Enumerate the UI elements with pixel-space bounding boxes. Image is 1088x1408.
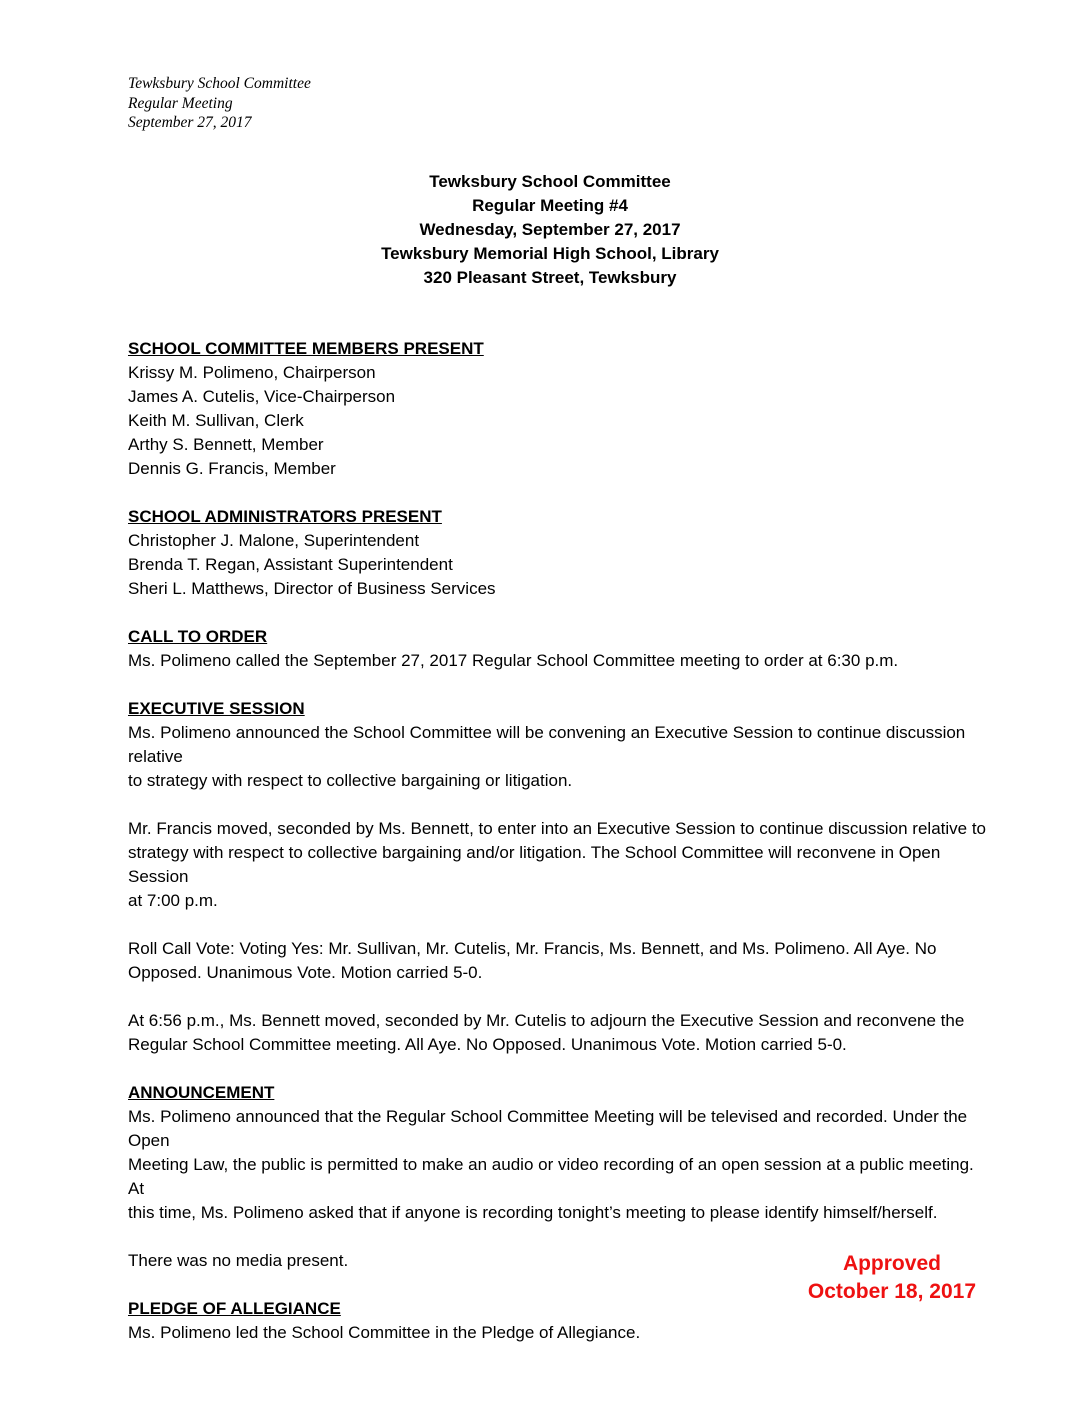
- call-to-order-section: [128, 625, 988, 673]
- title-meeting-number: Regular Meeting #4: [472, 196, 628, 215]
- announcement-heading: ANNOUNCEMENT: [128, 1083, 275, 1102]
- running-header-committee: Tewksbury School Committee: [128, 75, 311, 92]
- executive-session-motion-line: strategy with respect to collective bargaining and/or litigation. The School Committee will reconvene in Open Session: [128, 843, 941, 886]
- roll-call-vote-line: Opposed. Unanimous Vote. Motion carried 5-0.: [128, 963, 483, 982]
- executive-session-paragraph-line: Ms. Polimeno announced the School Committee will be convening an Executive Session to continue discussion relative: [128, 723, 966, 766]
- administrators-present-section: [128, 505, 988, 601]
- minutes-body: [128, 337, 988, 1345]
- administrator-item: Sheri L. Matthews, Director of Business Services: [128, 579, 496, 598]
- executive-session-motion-line: Mr. Francis moved, seconded by Ms. Bennett, to enter into an Executive Session to continue discussion relative to: [128, 819, 987, 838]
- call-to-order-text: Ms. Polimeno called the September 27, 2017 Regular School Committee meeting to order at 6:30 p.m.: [128, 651, 899, 670]
- announcement-section: [128, 1081, 988, 1273]
- approval-stamp: [808, 1250, 976, 1306]
- administrator-item: Christopher J. Malone, Superintendent: [128, 531, 420, 550]
- adjourn-motion-line: Regular School Committee meeting. All Aye. No Opposed. Unanimous Vote. Motion carried 5-0.: [128, 1035, 847, 1054]
- member-item: James A. Cutelis, Vice-Chairperson: [128, 387, 396, 406]
- title-address: 320 Pleasant Street, Tewksbury: [423, 268, 677, 287]
- approval-stamp-label: Approved: [842, 1252, 941, 1275]
- title-committee: Tewksbury School Committee: [429, 172, 671, 191]
- pledge-text: Ms. Polimeno led the School Committee in the Pledge of Allegiance.: [128, 1323, 641, 1342]
- running-header-date: September 27, 2017: [128, 114, 252, 131]
- title-date: Wednesday, September 27, 2017: [419, 220, 681, 239]
- running-header: [128, 74, 311, 133]
- member-item: Arthy S. Bennett, Member: [128, 435, 324, 454]
- executive-session-heading: EXECUTIVE SESSION: [128, 699, 305, 718]
- announcement-line: Ms. Polimeno announced that the Regular School Committee Meeting will be televised and recorded. Under the Open: [128, 1107, 968, 1150]
- no-media-note: There was no media present.: [128, 1251, 349, 1270]
- member-item: Krissy M. Polimeno, Chairperson: [128, 363, 376, 382]
- members-present-heading: SCHOOL COMMITTEE MEMBERS PRESENT: [128, 339, 484, 358]
- call-to-order-heading: CALL TO ORDER: [128, 627, 268, 646]
- title-location: Tewksbury Memorial High School, Library: [381, 244, 719, 263]
- title-block: [0, 170, 1088, 290]
- member-item: Keith M. Sullivan, Clerk: [128, 411, 304, 430]
- member-item: Dennis G. Francis, Member: [128, 459, 336, 478]
- roll-call-vote-line: Roll Call Vote: Voting Yes: Mr. Sullivan, Mr. Cutelis, Mr. Francis, Ms. Bennett, and Ms. Polimeno. All Aye. No: [128, 939, 937, 958]
- administrators-present-heading: SCHOOL ADMINISTRATORS PRESENT: [128, 507, 442, 526]
- announcement-line: Meeting Law, the public is permitted to make an audio or video recording of an open session at a public meeting. At: [128, 1155, 974, 1198]
- running-header-meeting-type: Regular Meeting: [128, 94, 233, 112]
- administrator-item: Brenda T. Regan, Assistant Superintendent: [128, 555, 453, 574]
- adjourn-motion-line: At 6:56 p.m., Ms. Bennett moved, seconded by Mr. Cutelis to adjourn the Executive Session and reconvene the: [128, 1011, 965, 1030]
- executive-session-section: [128, 697, 988, 1057]
- members-present-section: [128, 337, 988, 481]
- executive-session-motion-line: at 7:00 p.m.: [128, 891, 218, 910]
- executive-session-paragraph-line: to strategy with respect to collective bargaining or litigation.: [128, 771, 573, 790]
- pledge-heading: PLEDGE OF ALLEGIANCE: [128, 1299, 341, 1318]
- approval-stamp-date: October 18, 2017: [807, 1280, 976, 1303]
- announcement-line: this time, Ms. Polimeno asked that if anyone is recording tonight’s meeting to please identify himself/herself.: [128, 1203, 938, 1222]
